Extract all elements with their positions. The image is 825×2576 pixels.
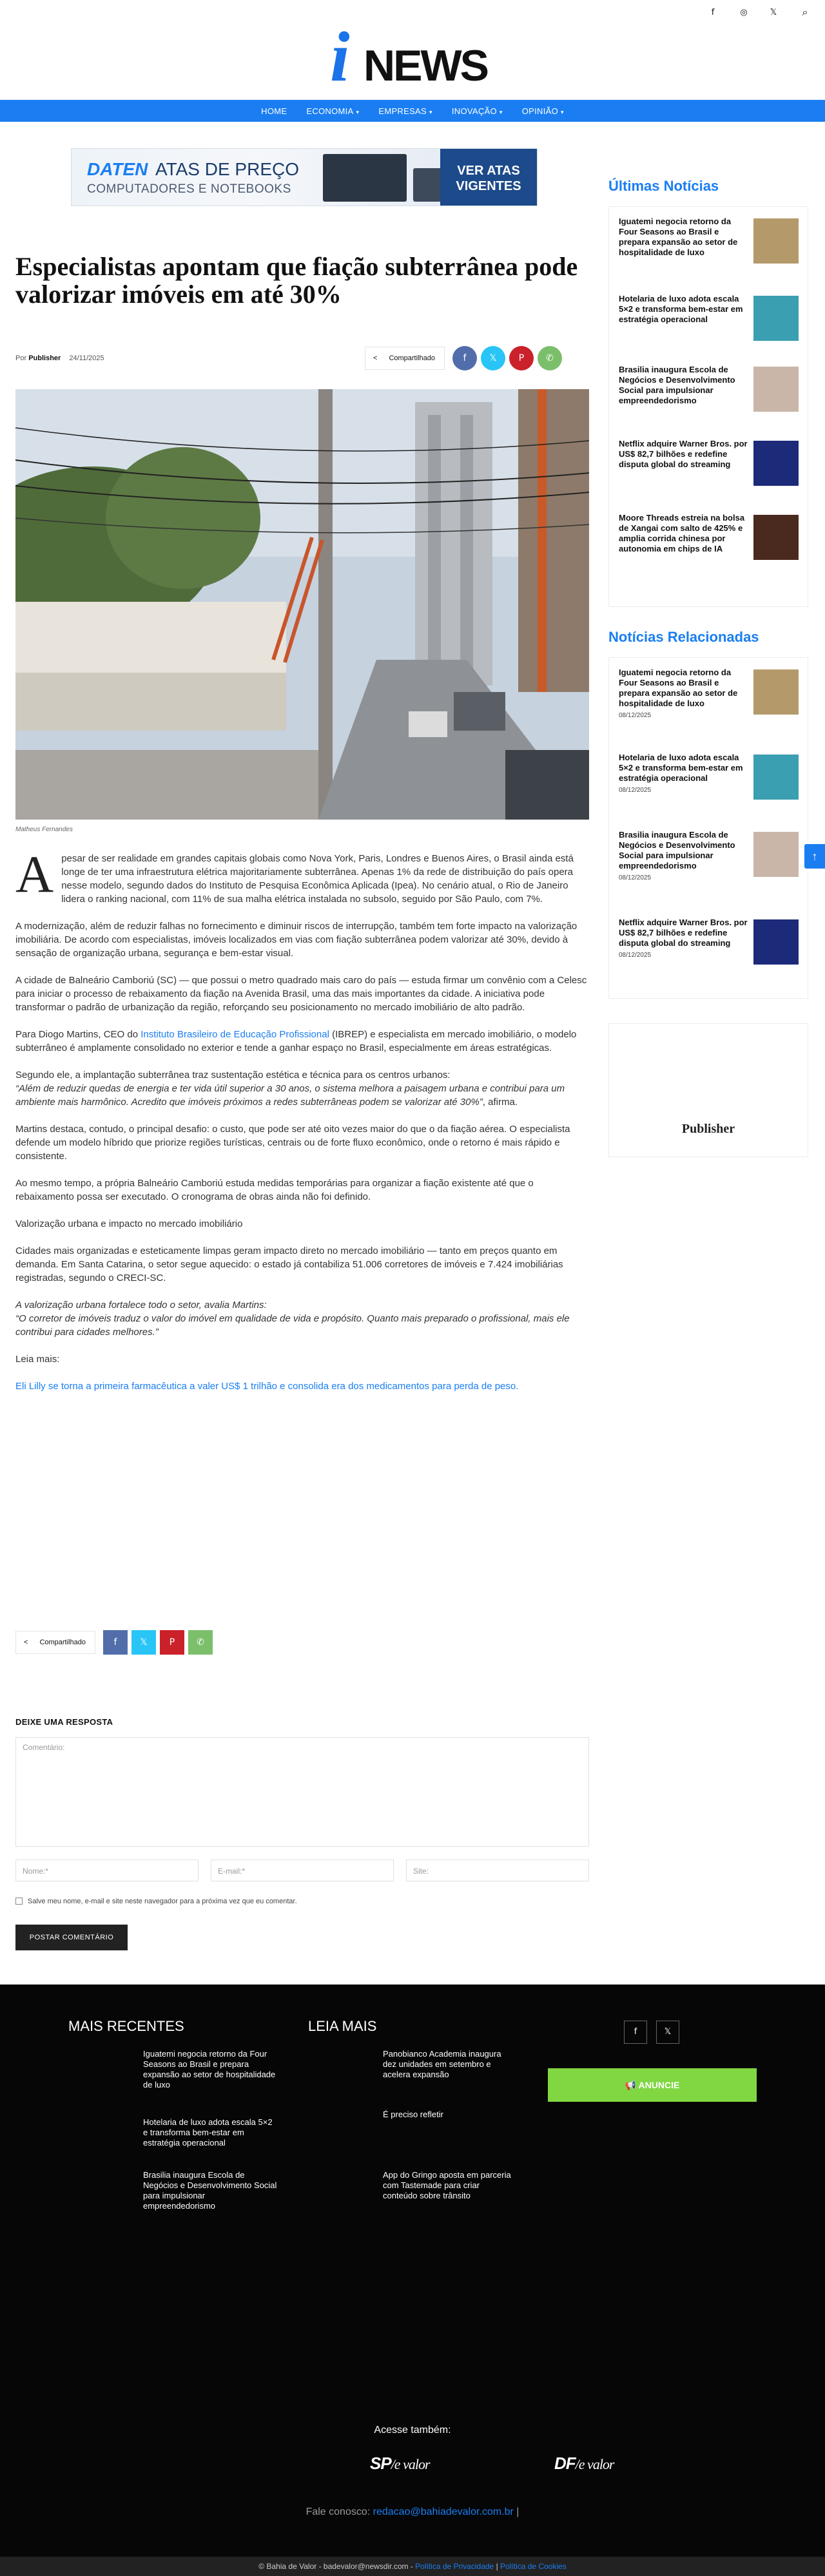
share-label: Compartilhado	[389, 354, 435, 362]
footer-read-item[interactable]: App do Gringo aposta em parceria com Tastemade para criar conteúdo sobre trânsito	[383, 2170, 511, 2200]
contact-label: Fale conosco:	[306, 2506, 371, 2517]
paragraph-3: A cidade de Balneário Camboriú (SC) — que possui o metro quadrado mais caro do país — estuda firmar um convênio com a Celesc para iniciar o processo de rebaixamento da fiação na Avenida Brasil, uma das mais importantes da cidade. A iniciativa pode transformar o padrão de urbanização da região, reforçando seu posicionamento no mercado imobiliário de alto padrão.	[15, 975, 587, 1013]
list-item[interactable]	[609, 658, 808, 743]
thumbnail[interactable]	[753, 218, 799, 264]
nav-label: ECONOMIA	[306, 106, 354, 116]
share-x-button[interactable]: 𝕏	[131, 1630, 156, 1655]
checkbox-label: Salve meu nome, e-mail e site neste navegador para a próxima vez que eu comentar.	[28, 1898, 297, 1905]
paragraph-text: Segundo ele, a implantação subterrânea traz sustentação estética e técnica para os centros urbanos:	[15, 1070, 451, 1081]
nav-label: EMPRESAS	[378, 106, 427, 116]
ibrep-link[interactable]: Instituto Brasileiro de Educação Profissional	[141, 1029, 329, 1040]
list-item-title[interactable]: Brasilia inaugura Escola de Negócios e Desenvolvimento Social para impulsionar empreendedorismo	[619, 830, 735, 870]
share-label: Compartilhado	[39, 1639, 86, 1646]
related-news-title: Notícias Relacionadas	[608, 629, 759, 645]
quote-lead: A valorização urbana fortalece todo o setor, avalia Martins:	[15, 1300, 267, 1311]
quote-text: “O corretor de imóveis traduz o valor do imóvel em qualidade de vida e propósito. Quanto mais preparado o profissional, mais ele contribui para cidades melhores.”	[15, 1313, 570, 1338]
x-icon[interactable]: 𝕏	[770, 8, 777, 17]
email-field[interactable]: E-mail:*	[211, 1860, 394, 1881]
copyright-text: © Bahia de Valor - badevalor@newsdir.com -	[258, 2562, 416, 2571]
list-item-title[interactable]: Moore Threads estreia na bolsa de Xangai com salto de 425% e amplia corrida chinesa por autonomia em chips de IA	[619, 513, 745, 553]
author-link[interactable]: Publisher	[28, 354, 61, 362]
logo-suffix: /e valor	[575, 2456, 614, 2472]
share-bar-top	[365, 346, 562, 370]
list-item[interactable]	[609, 284, 808, 355]
share-whatsapp-button[interactable]: ✆	[538, 346, 562, 370]
list-item-date: 08/12/2025	[619, 787, 652, 794]
list-item-title[interactable]: Hotelaria de luxo adota escala 5×2 e transforma bem-estar em estratégia operacional	[619, 753, 743, 783]
announce-label: ANUNCIE	[638, 2080, 680, 2090]
instagram-icon[interactable]: ◎	[740, 8, 748, 17]
logo-prefix: DF	[554, 2454, 576, 2473]
author-name[interactable]: Publisher	[681, 1122, 735, 1136]
privacy-link[interactable]: Política de Privacidade	[415, 2562, 494, 2571]
ad-banner[interactable]	[71, 148, 538, 206]
thumbnail[interactable]	[753, 669, 799, 715]
article-meta	[15, 354, 104, 362]
also-access-label: Acesse também:	[374, 2425, 451, 2436]
thumbnail[interactable]	[753, 441, 799, 486]
share-facebook-button[interactable]: f	[452, 346, 477, 370]
list-item-title[interactable]: Brasilia inaugura Escola de Negócios e Desenvolvimento Social para impulsionar empreendedorismo	[619, 365, 735, 405]
thumbnail[interactable]	[753, 367, 799, 412]
footer-read-title: LEIA MAIS	[308, 2018, 377, 2034]
drop-cap: A	[15, 845, 54, 903]
footer-recent-title: MAIS RECENTES	[68, 2018, 184, 2034]
logo-news: NEWS	[364, 41, 487, 90]
site-field[interactable]: Site:	[406, 1860, 589, 1881]
subheading: Valorização urbana e impacto no mercado imobiliário	[15, 1218, 243, 1229]
thumbnail[interactable]	[753, 919, 799, 965]
paragraph-7: Ao mesmo tempo, a própria Balneário Camboriú estuda medidas temporárias para organizar a fiação existente até que o rebaixamento possa ser executado. O cronograma de obras ainda não foi definido.	[15, 1178, 534, 1202]
thumbnail[interactable]	[753, 755, 799, 800]
article-body	[15, 845, 589, 1407]
separator: |	[494, 2562, 501, 2571]
chevron-down-icon: ▾	[499, 108, 503, 115]
quote-text: “Além de reduzir quedas de energia e ter vida útil superior a 30 anos, o sistema melhora a paisagem urbana e contribui para um ambiente mais harmônico. Acredito que imóveis próximos a redes subterrâneas podem se valorizar até 30%”	[15, 1083, 565, 1108]
share-icon: <	[373, 354, 378, 362]
top-social-bar	[0, 0, 825, 26]
share-pinterest-button[interactable]: P	[160, 1630, 184, 1655]
comment-form-title: DEIXE UMA RESPOSTA	[15, 1717, 113, 1727]
ad-brand: DATEN	[87, 159, 148, 179]
article-date: 24/11/2025	[69, 354, 104, 362]
latest-news-list	[608, 206, 808, 607]
paragraph-2: A modernização, além de reduzir falhas no fornecimento e diminuir riscos de interrupção, também tem forte impacto na valorização imobiliária. De acordo com especialistas, imóveis localizados em vias com fiação subterrânea podem valorizar até 30%, devido à sensação de organização urbana, segurança e bem-estar visual.	[15, 921, 578, 959]
ad-line1: ATAS DE PREÇO	[155, 159, 300, 179]
nav-item-inovacao[interactable]	[452, 106, 503, 116]
logo-i: i	[330, 17, 350, 96]
paragraph-5	[15, 1068, 589, 1109]
paragraph-text: , afirma.	[482, 1097, 518, 1108]
save-info-checkbox[interactable]	[15, 1898, 297, 1905]
ad-line2: COMPUTADORES E NOTEBOOKS	[87, 182, 291, 196]
chevron-down-icon: ▾	[356, 108, 360, 115]
share-whatsapp-button[interactable]: ✆	[188, 1630, 213, 1655]
street-photo	[15, 389, 589, 820]
list-item-date: 08/12/2025	[619, 952, 652, 959]
cookies-link[interactable]: Política de Cookies	[500, 2562, 567, 2571]
contact-email-link[interactable]: redacao@bahiadevalor.com.br	[373, 2506, 514, 2517]
site-logo[interactable]	[330, 17, 498, 96]
thumbnail[interactable]	[753, 515, 799, 560]
scroll-up-button[interactable]: ↑	[804, 844, 825, 869]
sp-de-valor-logo[interactable]	[370, 2454, 430, 2474]
footer-facebook-icon[interactable]: f	[624, 2021, 647, 2044]
laptop-image	[323, 154, 407, 202]
footer-read-item[interactable]: Panobianco Academia inaugura dez unidades em setembro e acelera expansão	[383, 2049, 501, 2079]
list-item-title[interactable]: Iguatemi negocia retorno da Four Seasons ao Brasil e prepara expansão ao setor de hospitalidade de luxo	[619, 216, 738, 257]
ad-cta: VER ATAS VIGENTES	[440, 149, 537, 206]
nav-item-home[interactable]	[261, 106, 287, 116]
read-more-item	[15, 1379, 589, 1393]
read-more-link[interactable]: Eli Lilly se torna a primeira farmacêutica a valer US$ 1 trilhão e consolida era dos medicamentos para perda de peso.	[15, 1381, 519, 1392]
article-hero-image	[15, 389, 589, 820]
nav-label: HOME	[261, 106, 287, 116]
comment-textarea[interactable]: Comentário:	[15, 1737, 589, 1847]
checkbox[interactable]	[15, 1898, 23, 1905]
list-item-title[interactable]: Iguatemi negocia retorno da Four Seasons ao Brasil e prepara expansão ao setor de hospitalidade de luxo	[619, 668, 738, 708]
image-caption: Matheus Fernandes	[15, 826, 73, 833]
paragraph-text: Para Diogo Martins, CEO do	[15, 1029, 141, 1040]
list-item[interactable]	[609, 503, 808, 600]
footer-recent-item[interactable]: Iguatemi negocia retorno da Four Seasons ao Brasil e prepara expansão ao setor de hospitalidade de luxo	[143, 2049, 276, 2090]
article-title: Especialistas apontam que fiação subterrânea pode valorizar imóveis em até 30%	[15, 252, 578, 309]
list-item-title[interactable]: Netflix adquire Warner Bros. por US$ 82,7 bilhões e redefine disputa global do streaming	[619, 439, 748, 469]
megaphone-icon: 📢	[625, 2080, 639, 2090]
thumbnail[interactable]	[753, 296, 799, 341]
list-item-date: 08/12/2025	[619, 712, 652, 719]
list-item-title[interactable]: Netflix adquire Warner Bros. por US$ 82,7 bilhões e redefine disputa global do streaming	[619, 918, 748, 948]
read-more-label: Leia mais:	[15, 1354, 60, 1365]
paragraph-9: Cidades mais organizadas e esteticamente limpas geram impacto direto no mercado imobiliário — tanto em preços quanto em demanda. Em Santa Catarina, o setor segue aquecido: o estado já contabiliza 51.006 corretores de imóveis e 7.424 imobiliárias registradas, segundo o CRECI-SC.	[15, 1245, 563, 1283]
share-counter	[365, 347, 445, 370]
share-bar-bottom	[15, 1630, 213, 1655]
footer-read-item[interactable]: É preciso refletir	[383, 2110, 443, 2119]
nav-item-empresas[interactable]	[378, 106, 432, 116]
list-item[interactable]	[609, 207, 808, 284]
nav-label: OPINIÃO	[521, 106, 559, 116]
list-item[interactable]	[609, 908, 808, 992]
logo-prefix: SP	[370, 2454, 391, 2473]
share-pinterest-button[interactable]: P	[509, 346, 534, 370]
paragraph-6: Martins destaca, contudo, o principal desafio: o custo, que pode ser até oito vezes maior do que o da fiação aérea. O especialista defende um modelo híbrido que priorize regiões turísticas, centrais ou de forte fluxo econômico, onde o retorno é mais rápido e consistente.	[15, 1124, 570, 1162]
facebook-icon[interactable]: f	[711, 8, 715, 17]
share-x-button[interactable]: 𝕏	[481, 346, 505, 370]
byline-prefix: Por	[15, 354, 27, 362]
chevron-down-icon: ▾	[561, 108, 564, 115]
footer-recent-item[interactable]: Brasilia inaugura Escola de Negócios e Desenvolvimento Social para impulsionar empreendedorismo	[143, 2170, 277, 2211]
contact-separator: |	[516, 2506, 519, 2517]
paragraph-4	[15, 1028, 589, 1055]
logo-suffix: /e valor	[391, 2456, 430, 2472]
related-news-list	[608, 657, 808, 999]
copyright-bar	[0, 2557, 825, 2576]
name-field[interactable]: Nome:*	[15, 1860, 199, 1881]
share-counter	[15, 1631, 95, 1654]
post-comment-button[interactable]: POSTAR COMENTÁRIO	[15, 1925, 128, 1950]
list-item[interactable]	[609, 743, 808, 820]
announce-button[interactable]	[548, 2068, 757, 2102]
contact-line	[0, 2506, 825, 2518]
share-icon: <	[24, 1639, 28, 1646]
list-item-date: 08/12/2025	[619, 874, 652, 881]
site-footer	[0, 1985, 825, 2576]
author-box	[608, 1023, 808, 1157]
search-icon[interactable]: ⌕	[802, 6, 808, 18]
nav-item-opiniao[interactable]	[522, 106, 564, 116]
thumbnail[interactable]	[753, 832, 799, 877]
nav-item-economia[interactable]	[306, 106, 359, 116]
latest-news-title: Últimas Notícias	[608, 178, 719, 194]
df-de-valor-logo[interactable]	[554, 2454, 614, 2474]
paragraph-text: pesar de ser realidade em grandes capitais globais como Nova York, Paris, Londres e Buenos Aires, o Brasil ainda está longe de ter uma infraestrutura elétrica majoritariamente subterrânea. Apenas 1% da rede de distribuição do país opera nesse modelo, segundo dados do Instituto de Pesquisa Econômica Aplicada (Ipea). No cenário atual, o Rio de Janeiro lidera o ranking nacional, com 11% de sua malha elétrica instalada no subsolo, seguido por São Paulo, com 7%.	[61, 853, 574, 905]
list-item[interactable]	[609, 820, 808, 908]
list-item-title[interactable]: Hotelaria de luxo adota escala 5×2 e transforma bem-estar em estratégia operacional	[619, 294, 743, 324]
paragraph-text: (IBREP) e especialista em mercado imobiliário, o modelo subterrâneo é amplamente consolidado no exterior e tende a ganhar espaço no Brasil, especialmente em áreas estratégicas.	[15, 1029, 577, 1053]
paragraph-10	[15, 1298, 589, 1339]
nav-label: INOVAÇÃO	[451, 106, 497, 116]
footer-x-icon[interactable]: 𝕏	[656, 2021, 679, 2044]
main-nav	[0, 100, 825, 122]
list-item[interactable]	[609, 429, 808, 503]
paragraph-1	[15, 845, 589, 906]
list-item[interactable]	[609, 355, 808, 429]
share-facebook-button[interactable]: f	[103, 1630, 128, 1655]
footer-recent-item[interactable]: Hotelaria de luxo adota escala 5×2 e transforma bem-estar em estratégia operacional	[143, 2117, 273, 2148]
chevron-down-icon: ▾	[429, 108, 432, 115]
